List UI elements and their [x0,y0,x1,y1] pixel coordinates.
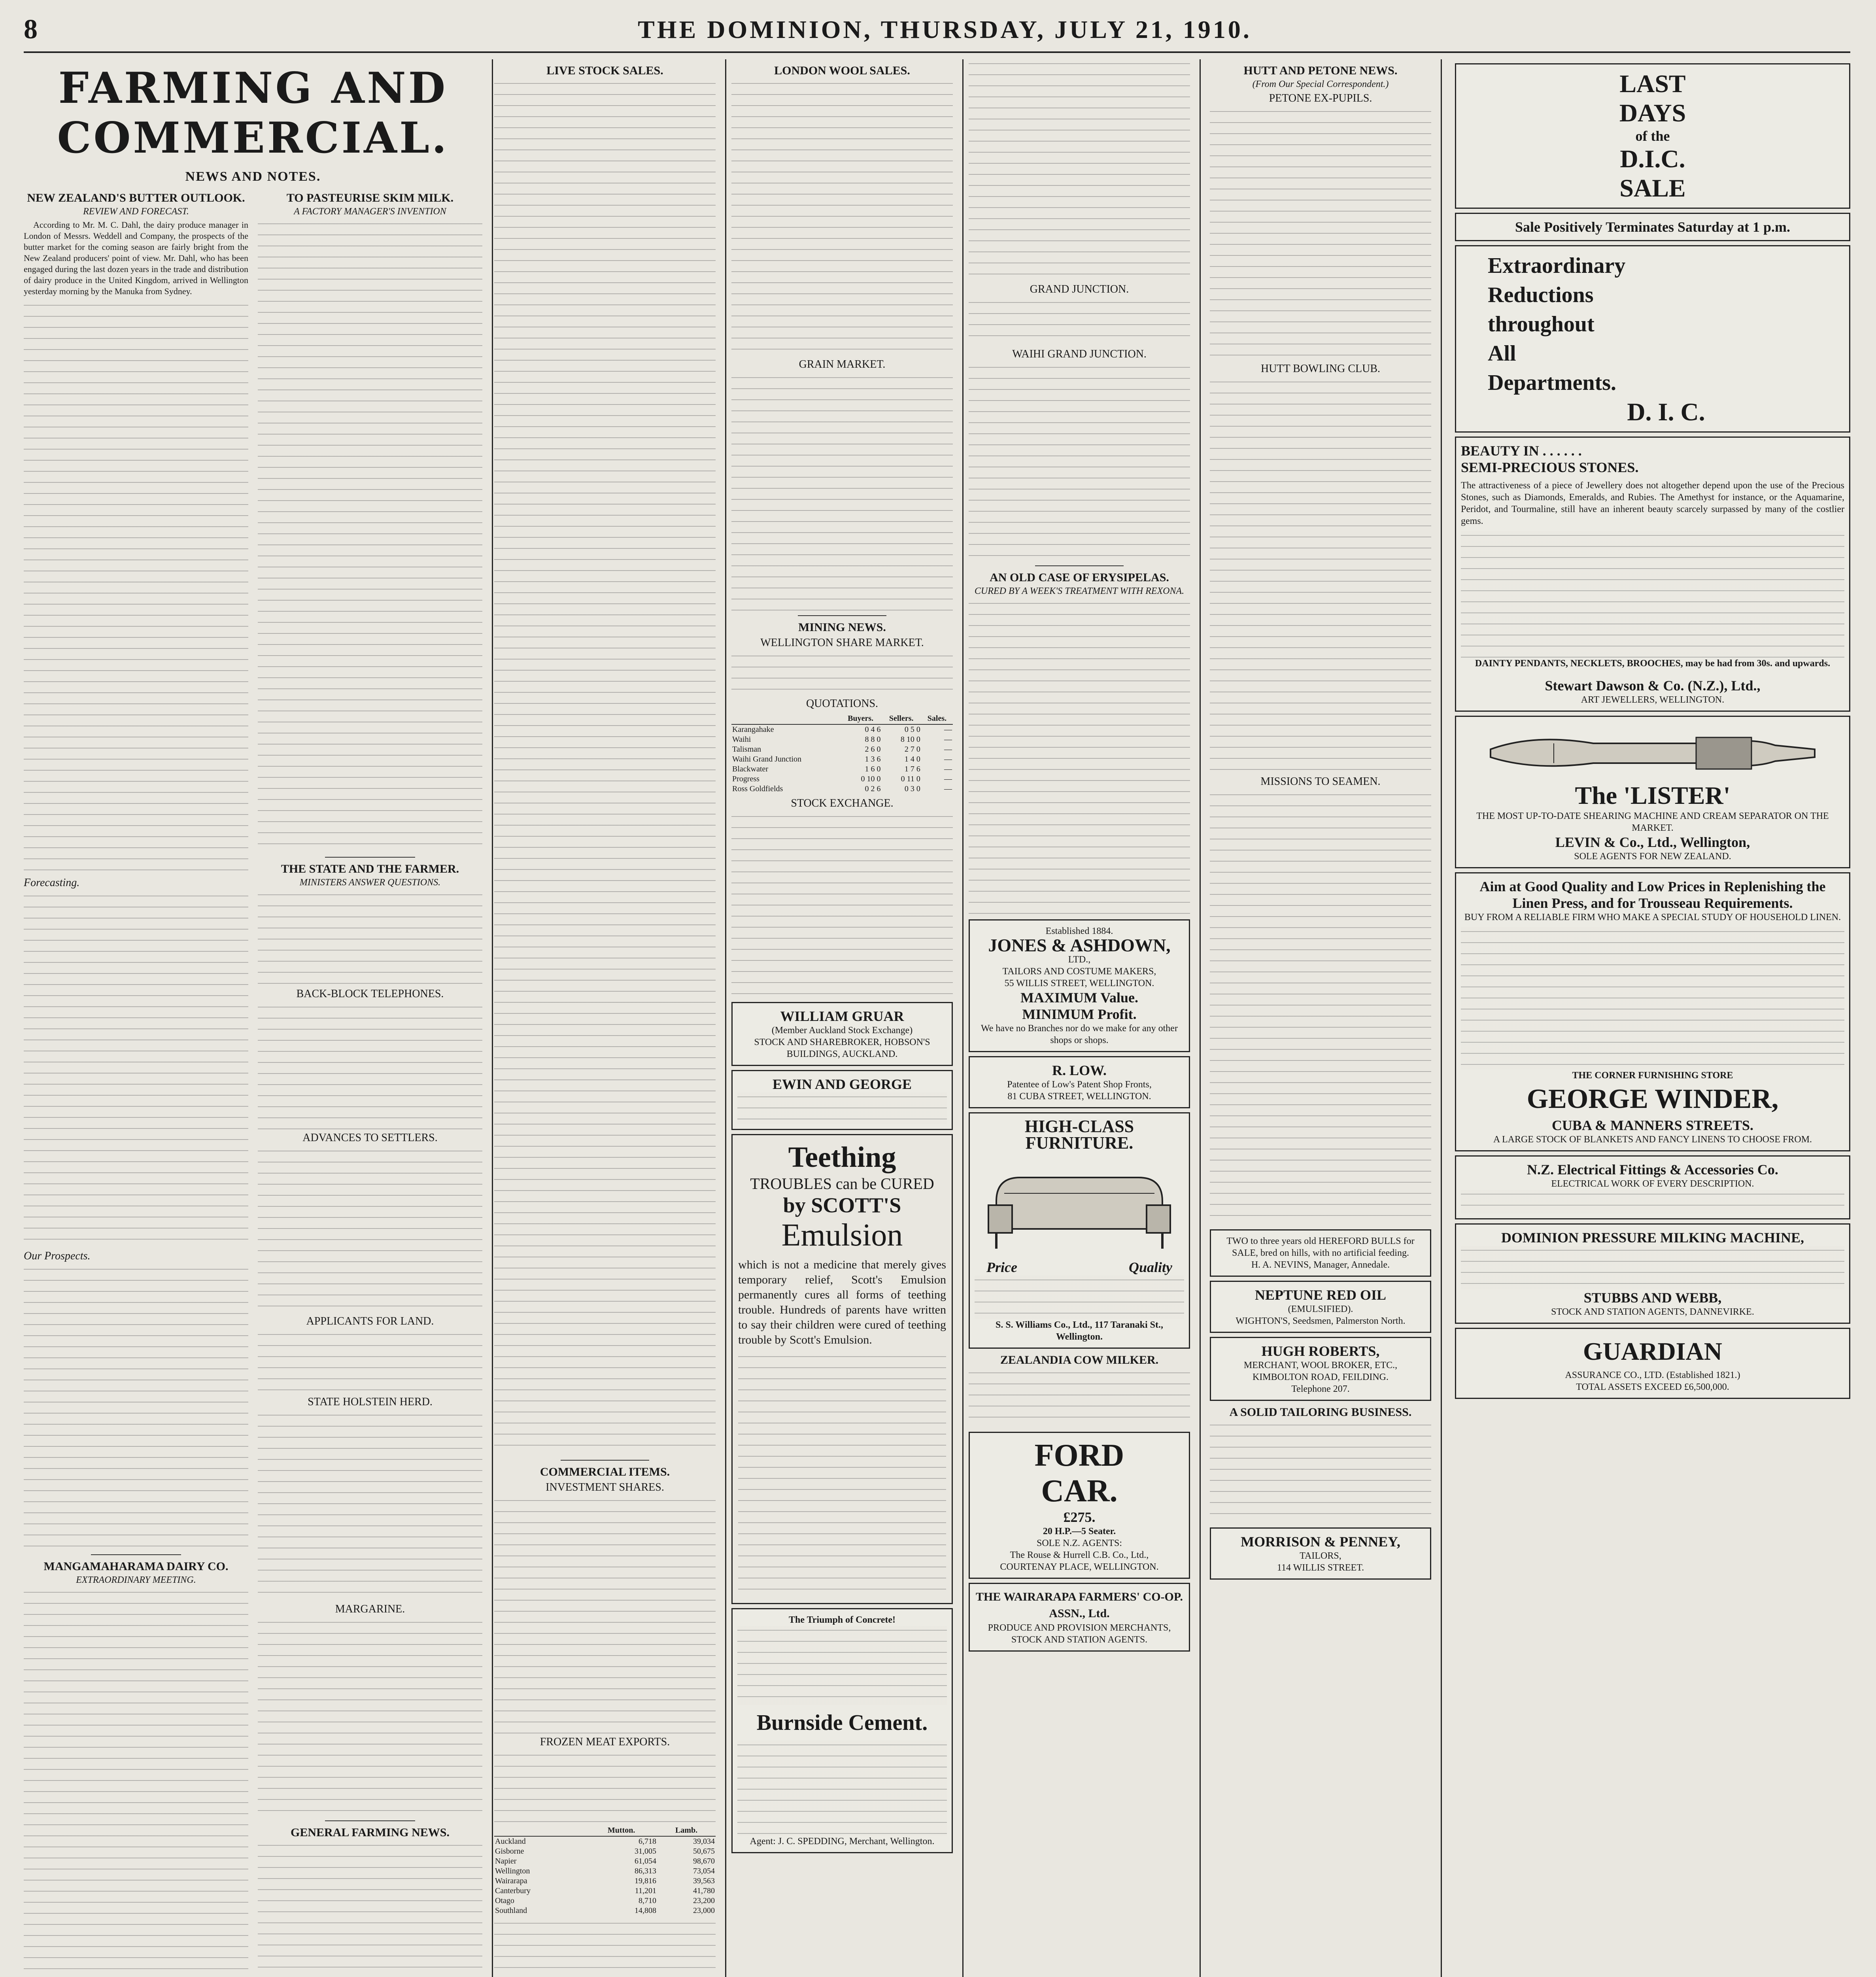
table-row: Otago 8,710 23,200 [495,1896,715,1905]
article-body [258,1841,482,1977]
article-body [258,1003,482,1129]
column-ads-middle [969,59,1201,1977]
broker-sub: (Member Auckland Stock Exchange) [771,1025,913,1036]
sofa-illustration [981,1154,1178,1257]
page-number: 8 [24,14,39,45]
article-body [969,298,1190,346]
ad-product: Emulsion [781,1218,903,1253]
dic-reductions-ad: Extraordinary Reductions throughout All Departments. D. I. C. [1455,245,1850,433]
subheading: MARGARINE. [335,1603,405,1615]
neptune-oil-ad: NEPTUNE RED OIL (EMULSIFIED). WIGHTON'S, Seedsmen, Palmerston North. [1210,1281,1431,1333]
ad-brand: by SCOTT'S [783,1193,901,1217]
article-body [969,1368,1190,1428]
article-title: LIVE STOCK SALES. [546,64,663,77]
subheading: Forecasting. [24,877,80,889]
article-body [258,1411,482,1601]
shearing-hand-illustration [1475,722,1831,781]
subheading: MISSIONS TO SEAMEN. [1260,775,1381,788]
table-row: Wairarapa 19,816 39,563 [495,1877,715,1885]
subheading: STOCK EXCHANGE. [791,797,894,809]
george-winder-ad: Aim at Good Quality and Low Prices in Replenishing the Linen Press, and for Trousseau Requirements. BUY FROM A RELIABLE FIRM WHO MAKE A SPECIAL STUDY OF HOUSEHOLD LINEN. THE CORNER FURNISHING STORE GEORGE WINDER, CUBA & MANNERS STREETS. A LARGE STOCK OF BLANKETS AND FANCY LINENS TO CHOOSE FROM. [1455,872,1850,1151]
article-body [731,812,953,998]
article-subtitle: MINISTERS ANSWER QUESTIONS. [299,877,441,888]
ad-brand: Burnside Cement. [756,1711,928,1735]
article-title: HUTT AND PETONE NEWS. [1243,64,1398,77]
article-body [258,1618,482,1816]
table-header: Mutton. [586,1825,657,1836]
article-body [1210,1421,1431,1523]
article-body [24,1588,248,1975]
subheading: WELLINGTON SHARE MARKET. [760,637,924,649]
section-title: FARMING AND COMMERCIAL. [57,63,449,163]
article-body [24,1265,248,1550]
table-header: Lamb. [657,1825,716,1836]
dic-last-days-ad: LAST DAYS of the D.I.C. SALE [1455,63,1850,209]
table-row: Progress 0 10 0 0 11 0 — [732,775,952,783]
table-row: Waihi Grand Junction 1 3 6 1 4 0 — [732,755,952,764]
table-row: Southland 14,808 23,000 [495,1906,715,1915]
subheading: HUTT BOWLING CLUB. [1260,363,1380,375]
article-body [969,363,1190,561]
ad-brand: JONES & ASHDOWN, [988,935,1171,955]
jones-ashdown-ad: Established 1884. JONES & ASHDOWN, LTD., TAILORS AND COSTUME MAKERS, 55 WILLIS STREET, WELLINGTON. MAXIMUM Value. MINIMUM Profit. We have no Branches nor do we make for any other shops or shops. [969,919,1190,1052]
subheading: INVESTMENT SHARES. [546,1481,664,1493]
table-row: Canterbury 11,201 41,780 [495,1886,715,1895]
article-title: AN OLD CASE OF ERYSIPELAS. [990,571,1169,584]
table-row: Waihi 8 8 0 8 10 0 — [732,735,952,744]
scotts-emulsion-ad [731,1134,953,1604]
article-subtitle: (From Our Special Correspondent.) [1252,79,1389,89]
dic-terminates-ad: Sale Positively Terminates Saturday at 1 p.m. [1455,213,1850,241]
broker-ad-ewin [731,1070,953,1130]
article-body [24,301,248,874]
table-header-row: Buyers. Sellers. Sales. [731,713,953,724]
subheading: APPLICANTS FOR LAND. [306,1315,434,1327]
article-subtitle: EXTRAORDINARY MEETING. [76,1575,196,1585]
hugh-roberts-ad: HUGH ROBERTS, MERCHANT, WOOL BROKER, ETC., KIMBOLTON ROAD, FEILDING. Telephone 207. [1210,1337,1431,1401]
subheading: GRAND JUNCTION. [1030,283,1129,295]
article-title: MANGAMAHARAMA DAIRY CO. [43,1560,229,1573]
ford-car-ad: FORD CAR. £275. 20 H.P.—5 Seater. SOLE N.Z. AGENTS: The Rouse & Hurrell C.B. Co., Ltd., COURTENAY PLACE, WELLINGTON. [969,1432,1190,1579]
article-subtitle: CURED BY A WEEK'S TREATMENT WITH REXONA. [974,586,1185,596]
column-markets [731,59,964,1977]
ad-agent: Agent: J. C. SPEDDING, Merchant, Wellington. [750,1836,935,1847]
article-body [731,652,953,695]
ad-tagline: The Triumph of Concrete! [789,1615,895,1625]
table-row: Napier 61,054 98,670 [495,1857,715,1865]
subheading: BACK-BLOCK TELEPHONES. [296,988,444,1000]
beauty-stones-ad: BEAUTY IN . . . . . . SEMI-PRECIOUS STONES. The attractiveness of a piece of Jewellery does not altogether depend upon the use of the Precious Stones, such as Diamonds, Emeralds, and Rubies. The Amethyst for instance, or the Aquamarine, Peridot, and Tourmaline, still have an inherent beauty scarcely surpassed by many of the costlier gems. DAINTY PENDANTS, NECKLETS, BROOCHES, may be had from 30s. and upwards. Stewart Dawson & Co. (N.Z.), Ltd., ART JEWELLERS, WELLINGTON. [1455,437,1850,712]
column-hutt-news [1210,59,1442,1977]
table-header [494,1825,586,1836]
lister-ad: The 'LISTER' THE MOST UP-TO-DATE SHEARING MACHINE AND CREAM SEPARATOR ON THE MARKET. LEVIN & Co., Ltd., Wellington, SOLE AGENTS FOR NEW ZEALAND. [1455,716,1850,868]
subheading: FROZEN MEAT EXPORTS. [540,1736,670,1748]
column-farming [24,59,493,1977]
article-body [258,1330,482,1393]
article-body [494,1496,716,1733]
article-title: COMMERCIAL ITEMS. [540,1465,670,1478]
low-shopfronts-ad: R. LOW. Patentee of Low's Patent Shop Fronts, 81 CUBA STREET, WELLINGTON. [969,1056,1190,1108]
quotations-table [731,713,953,794]
hereford-ad: TWO to three years old HEREFORD BULLS for SALE, bred on hills, with no artificial feeding. H. A. NEVINS, Manager, Annedale. [1210,1229,1431,1277]
table-row: Auckland 6,718 39,034 [495,1837,715,1846]
masthead [24,8,1850,53]
pressure-milking-ad: DOMINION PRESSURE MILKING MACHINE, STUBBS AND WEBB, STOCK AND STATION AGENTS, DANNEVIRKE. [1455,1223,1850,1324]
article-body [24,892,248,1247]
broker-name: WILLIAM GRUAR [780,1008,904,1024]
ad-body: which is not a medicine that merely gives temporary relief, Scott's Emulsion permanently cures all forms of teething trouble. Hundreds of parents have written to say their children were cured of teething trouble by Scott's Emulsion. [738,1258,946,1346]
subheading: Our Prospects. [24,1250,91,1262]
guardian-ad: GUARDIAN ASSURANCE CO., LTD. (Established 1821.) TOTAL ASSETS EXCEED £6,500,000. [1455,1328,1850,1399]
table-row: Blackwater 1 6 0 1 7 6 — [732,765,952,773]
article-title: THE STATE AND THE FARMER. [281,862,459,875]
broker-name: EWIN AND GEORGE [772,1076,912,1092]
burnside-cement-ad [731,1608,953,1853]
subheading: STATE HOLSTEIN HERD. [308,1396,433,1408]
article-title: LONDON WOOL SALES. [774,64,910,77]
article-title: A SOLID TAILORING BUSINESS. [1229,1406,1412,1419]
article-title: MINING NEWS. [798,621,886,634]
table-row: Talisman 2 6 0 2 7 0 — [732,745,952,754]
subheading: PETONE EX-PUPILS. [1269,92,1372,104]
article-title: ZEALANDIA COW MILKER. [1000,1353,1159,1367]
article-body [1210,378,1431,773]
article-body [731,373,953,610]
article-body [1210,107,1431,360]
ad-headline: Teething [788,1141,896,1174]
table-header-row [494,1825,716,1836]
subheading: QUOTATIONS. [806,697,878,710]
article-body [969,599,1190,915]
article-body [494,1919,716,1977]
table-row: Ross Goldfields 0 2 6 0 3 0 — [732,784,952,793]
broker-ad-gruar [731,1002,953,1066]
article-body [258,1147,482,1313]
column-right-ads [1455,59,1850,1977]
article-body [1210,790,1431,1225]
column-livestock [494,59,726,1977]
news-notes-heading: NEWS AND NOTES. [185,169,321,184]
broker-desc: STOCK AND SHAREBROKER, HOBSON'S BUILDINGS, AUCKLAND. [754,1037,930,1059]
article-title: GENERAL FARMING NEWS. [291,1826,450,1839]
article-title: TO PASTEURISE SKIM MILK. [286,191,454,204]
subheading: GRAIN MARKET. [799,358,886,370]
table-row: Gisborne 31,005 50,675 [495,1847,715,1856]
page-title: THE DOMINION, THURSDAY, JULY 21, 1910. [638,15,1252,43]
article-body [969,59,1190,281]
electrical-ad: N.Z. Electrical Fittings & Accessories Co. ELECTRICAL WORK OF EVERY DESCRIPTION. [1455,1155,1850,1219]
article-body [731,79,953,356]
article-body [258,890,482,985]
subheading: WAIHI GRAND JUNCTION. [1012,348,1147,360]
article-body [494,1751,716,1822]
article-title: NEW ZEALAND'S BUTTER OUTLOOK. [27,191,245,204]
article-subtitle: REVIEW AND FORECAST. [83,206,189,217]
wairarapa-ad: THE WAIRARAPA FARMERS' CO-OP. ASSN., Ltd. PRODUCE AND PROVISION MERCHANTS, STOCK AND STATION AGENTS. [969,1583,1190,1652]
subheading: ADVANCES TO SETTLERS. [302,1132,438,1144]
article-body [494,79,716,1455]
morrison-ad: MORRISON & PENNEY, TAILORS, 114 WILLIS STREET. [1210,1527,1431,1580]
article-body [258,219,482,852]
ad-subheadline: TROUBLES can be CURED [750,1175,934,1193]
frozen-meat-table [494,1825,716,1916]
article-paragraph: According to Mr. M. C. Dahl, the dairy produce manager in London of Messrs. Weddell and Company, the prospects of the butter market for the coming season are fairly bright from the New Zealand producers' point of view. Mr. Dahl, who has been engaged during the last dozen years in the trade and distribution of dairy produce in the United Kingdom, arrived in Wellington yesterday morning by the Manuka from Sydney. [24,220,248,296]
table-row: Karangahake 0 4 6 0 5 0 — [732,725,952,734]
table-row: Wellington 86,313 73,054 [495,1867,715,1875]
furniture-ad: HIGH-CLASS FURNITURE. Price Quality S. S. Williams Co., Ltd., 117 Taranaki St., Wellington. [969,1112,1190,1349]
article-subtitle: A FACTORY MANAGER'S INVENTION [294,206,446,217]
